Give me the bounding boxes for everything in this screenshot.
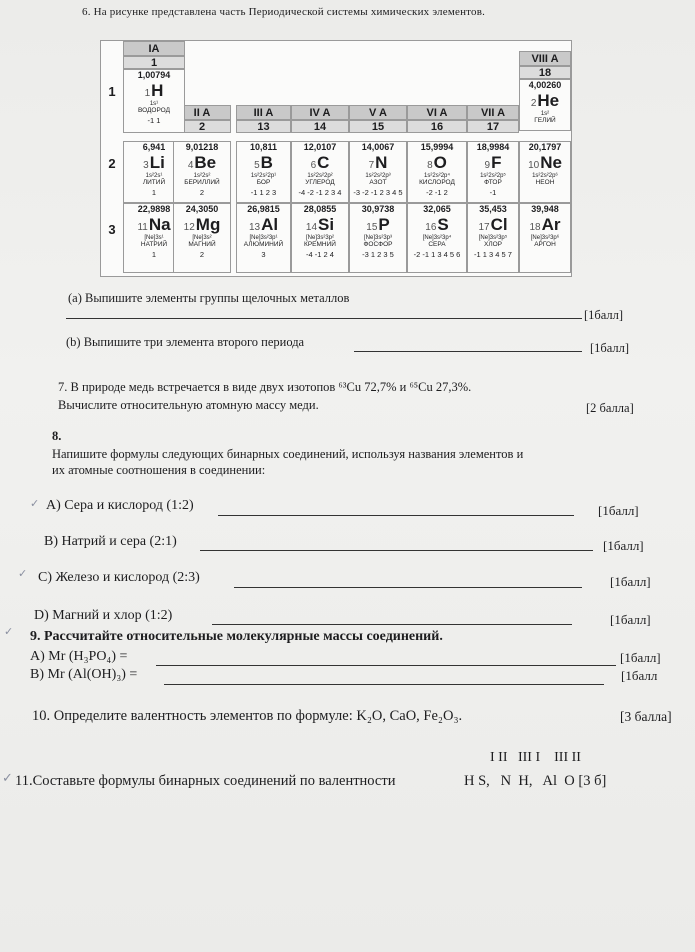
oxidation-states: -4 -1 2 4 bbox=[306, 250, 334, 259]
question-9-title: 9. Рассчитайте относительные молекулярные массы соединений. bbox=[30, 629, 443, 644]
question-10: 10. Определите валентность элементов по формуле: K₂O, CaO, Fe₂O₃. bbox=[32, 708, 463, 724]
element-cell-ne bbox=[519, 141, 571, 203]
atomic-mass: 30,9738 bbox=[361, 204, 395, 214]
electron-config: [Ne]3s²3p¹ bbox=[249, 235, 278, 241]
oxidation-states: -1 1 2 3 bbox=[250, 188, 277, 197]
group-number: 1 bbox=[123, 56, 185, 69]
atomic-number: 5 bbox=[254, 160, 260, 171]
group-header-label: II A bbox=[173, 105, 231, 120]
score-9a: [1балл] bbox=[620, 650, 661, 665]
question-8a: А) Сера и кислород (1:2) bbox=[46, 498, 194, 513]
element-symbol bbox=[124, 82, 184, 99]
electron-config: 1s²2s²2p¹ bbox=[250, 173, 277, 179]
group-header-label: IA bbox=[123, 41, 185, 56]
element-name: ВОДОРОД bbox=[138, 107, 170, 114]
element-cell-p bbox=[349, 203, 407, 273]
score-9b: [1балл bbox=[621, 668, 658, 683]
element-cell-o bbox=[407, 141, 467, 203]
atomic-number: 1 bbox=[144, 88, 151, 99]
symbol-text: F bbox=[491, 153, 502, 172]
element-cell-s bbox=[407, 203, 467, 273]
symbol-text: Be bbox=[194, 153, 217, 172]
electron-config: [Ne]3s¹ bbox=[144, 235, 164, 241]
element-symbol bbox=[520, 92, 570, 109]
element-name: ФТОР bbox=[484, 179, 502, 186]
element-symbol bbox=[292, 216, 348, 233]
oxidation-states: -3 -2 -1 2 3 4 5 bbox=[353, 188, 403, 197]
period-number: 2 bbox=[108, 156, 116, 171]
element-cell-b bbox=[236, 141, 291, 203]
oxidation-states: -1 1 bbox=[147, 116, 161, 125]
atomic-mass: 14,0067 bbox=[361, 142, 395, 152]
answer-line-8b[interactable] bbox=[200, 550, 593, 551]
electron-config: 1s²2s² bbox=[193, 173, 211, 179]
atomic-mass: 22,9898 bbox=[137, 204, 171, 214]
answer-line-8c[interactable] bbox=[234, 587, 582, 588]
element-symbol bbox=[174, 216, 230, 233]
electron-config: 1s²2s²2p⁴ bbox=[424, 173, 450, 179]
element-name: АЛЮМИНИЙ bbox=[243, 241, 284, 248]
question-7-line2: Вычислите относительную атомную массу меди. bbox=[58, 398, 319, 412]
question-9b: В) Mr (Al(OH)₃) = bbox=[30, 667, 138, 682]
element-name: НАТРИЙ bbox=[140, 241, 168, 248]
electron-config: [Ne]3s²3p² bbox=[305, 235, 334, 241]
check-mark-icon: ✓ bbox=[2, 771, 13, 786]
element-name: НЕОН bbox=[535, 179, 555, 186]
symbol-text: He bbox=[537, 91, 560, 110]
element-name: АРГОН bbox=[534, 241, 556, 248]
group-header-label: IV A bbox=[291, 105, 349, 120]
symbol-text: N bbox=[375, 153, 388, 172]
element-symbol bbox=[520, 216, 570, 233]
element-symbol bbox=[292, 154, 348, 171]
electron-config: [Ne]3s²3p⁴ bbox=[422, 235, 452, 241]
atomic-number: 18 bbox=[529, 222, 541, 233]
oxidation-states: -1 bbox=[489, 188, 497, 197]
atomic-mass: 26,9815 bbox=[247, 204, 280, 214]
atomic-number: 8 bbox=[427, 160, 433, 171]
answer-line-9a[interactable] bbox=[156, 665, 616, 666]
group-header-label: VI A bbox=[407, 105, 467, 120]
element-name: ХЛОР bbox=[484, 241, 502, 248]
answer-line-6b[interactable] bbox=[354, 351, 582, 352]
oxidation-states: -2 -1 2 bbox=[426, 188, 448, 197]
atomic-mass: 4,00260 bbox=[528, 80, 562, 90]
element-symbol bbox=[237, 154, 290, 171]
atomic-mass: 18,9984 bbox=[476, 142, 510, 152]
question-6-title: 6. На рисунке представлена часть Периодической системы химических элементов. bbox=[82, 6, 486, 18]
atomic-mass: 39,948 bbox=[531, 204, 559, 214]
atomic-mass: 35,453 bbox=[479, 204, 507, 214]
element-symbol bbox=[520, 154, 570, 171]
element-name: ГЕЛИЙ bbox=[534, 117, 556, 124]
score-6b: [1балл] bbox=[590, 341, 630, 355]
element-cell-mg bbox=[173, 203, 231, 273]
oxidation-states: 1 bbox=[151, 188, 157, 197]
symbol-text: H bbox=[151, 81, 164, 100]
element-name: АЗОТ bbox=[369, 179, 387, 186]
question-8b: В) Натрий и сера (2:1) bbox=[44, 534, 177, 549]
atomic-mass: 28,0855 bbox=[303, 204, 337, 214]
element-symbol bbox=[408, 154, 466, 171]
electron-config: 1s²2s²2p² bbox=[307, 173, 333, 179]
group-header-label: V A bbox=[349, 105, 407, 120]
question-8d: D) Магний и хлор (1:2) bbox=[34, 608, 173, 623]
symbol-text: Cl bbox=[490, 215, 508, 234]
electron-config: 1s²2s²2p⁵ bbox=[480, 173, 506, 179]
element-name: ФОСФОР bbox=[363, 241, 393, 248]
electron-config: 1s² bbox=[540, 111, 550, 117]
score-8a: [1балл] bbox=[598, 503, 639, 518]
element-cell-he bbox=[519, 79, 571, 131]
check-mark-icon: ✓ bbox=[18, 567, 28, 580]
score-7: [2 балла] bbox=[586, 401, 634, 415]
atomic-mass: 9,01218 bbox=[185, 142, 219, 152]
symbol-text: Mg bbox=[195, 215, 221, 234]
group-number: 13 bbox=[236, 120, 291, 133]
oxidation-states: -1 1 3 4 5 7 bbox=[474, 250, 512, 259]
element-name: УГЛЕРОД bbox=[305, 179, 335, 186]
electron-config: 1s²2s²2p³ bbox=[365, 173, 391, 179]
atomic-number: 16 bbox=[425, 222, 437, 233]
atomic-number: 10 bbox=[528, 160, 540, 171]
oxidation-states: 3 bbox=[261, 250, 266, 259]
group-header-label: VIII A bbox=[519, 51, 571, 66]
answer-line-8a[interactable] bbox=[218, 515, 574, 516]
answer-line-9b[interactable] bbox=[164, 684, 604, 685]
question-11-formulas: H S, N H, Al O [3 б] bbox=[464, 773, 607, 789]
atomic-mass: 1,00794 bbox=[137, 70, 171, 80]
electron-config: [Ne]3s²3p⁵ bbox=[478, 235, 508, 241]
element-symbol bbox=[468, 216, 518, 233]
question-11-valences: I II III I III II bbox=[490, 750, 581, 765]
element-name: КРЕМНИЙ bbox=[304, 241, 336, 248]
oxidation-states: 2 bbox=[199, 250, 205, 259]
answer-line-6a[interactable] bbox=[66, 318, 582, 319]
oxidation-states: -3 1 2 3 5 bbox=[362, 250, 394, 259]
element-symbol bbox=[468, 154, 518, 171]
electron-config: 1s¹ bbox=[149, 101, 159, 107]
check-mark-icon: ✓ bbox=[4, 625, 14, 638]
group-number: 15 bbox=[349, 120, 407, 133]
element-name: ЛИТИЙ bbox=[142, 179, 166, 186]
answer-line-8d[interactable] bbox=[212, 624, 572, 625]
group-number: 18 bbox=[519, 66, 571, 79]
symbol-text: C bbox=[317, 153, 330, 172]
symbol-text: O bbox=[433, 153, 447, 172]
oxidation-states: -4 -2 -1 2 3 4 bbox=[298, 188, 342, 197]
score-8d: [1балл] bbox=[610, 612, 651, 627]
atomic-number: 11 bbox=[137, 222, 148, 233]
symbol-text: S bbox=[437, 215, 449, 234]
oxidation-states: -2 -1 1 3 4 5 6 bbox=[413, 250, 461, 259]
symbol-text: Si bbox=[318, 215, 335, 234]
question-11: 11.Составьте формулы бинарных соединений по валентности bbox=[15, 773, 396, 789]
periodic-table bbox=[100, 40, 572, 277]
score-6a: [1балл] bbox=[584, 308, 624, 322]
element-name: БЕРИЛЛИЙ bbox=[184, 179, 220, 186]
element-symbol bbox=[237, 216, 290, 233]
question-6a: (a) Выпишите элементы группы щелочных металлов bbox=[68, 291, 350, 305]
oxidation-states: 1 bbox=[151, 250, 157, 259]
atomic-number: 9 bbox=[484, 160, 491, 171]
element-cell-n bbox=[349, 141, 407, 203]
element-cell-al bbox=[236, 203, 291, 273]
element-name: БОР bbox=[256, 179, 271, 186]
symbol-text: P bbox=[378, 215, 390, 234]
element-name: МАГНИЙ bbox=[188, 241, 216, 248]
period-number: 1 bbox=[108, 84, 116, 99]
atomic-mass: 6,941 bbox=[142, 142, 166, 152]
electron-config: [Ne]3s² bbox=[192, 235, 212, 241]
group-number: 14 bbox=[291, 120, 349, 133]
atomic-number: 6 bbox=[310, 160, 317, 171]
element-cell-c bbox=[291, 141, 349, 203]
electron-config: [Ne]3s²3p³ bbox=[363, 235, 392, 241]
check-mark-icon: ✓ bbox=[30, 497, 40, 510]
atomic-number: 2 bbox=[530, 98, 537, 109]
atomic-mass: 20,1797 bbox=[528, 142, 562, 152]
score-8b: [1балл] bbox=[603, 538, 644, 553]
element-cell-h bbox=[123, 69, 185, 133]
question-8-line1: Напишите формулы следующих бинарных соединений, используя названия элементов и bbox=[52, 447, 524, 461]
element-name: КИСЛОРОД bbox=[419, 179, 455, 186]
symbol-text: Na bbox=[148, 215, 171, 234]
symbol-text: Ne bbox=[540, 153, 562, 172]
question-9a: А) Mr (H₃PO₄) = bbox=[30, 649, 128, 664]
atomic-mass: 10,811 bbox=[249, 142, 278, 152]
element-symbol bbox=[174, 154, 230, 171]
symbol-text: Al bbox=[261, 215, 279, 234]
oxidation-states: 2 bbox=[199, 188, 205, 197]
atomic-number: 13 bbox=[248, 222, 261, 233]
score-8c: [1балл] bbox=[610, 574, 651, 589]
element-name: СЕРА bbox=[428, 241, 446, 248]
electron-config: [Ne]3s²3p⁶ bbox=[530, 235, 560, 241]
question-7-line1: 7. В природе медь встречается в виде двух изотопов ⁶³Cu 72,7% и ⁶⁵Cu 27,3%. bbox=[58, 380, 472, 394]
group-number: 16 bbox=[407, 120, 467, 133]
element-symbol bbox=[350, 154, 406, 171]
group-header-label: III A bbox=[236, 105, 291, 120]
atomic-number: 15 bbox=[366, 222, 378, 233]
element-cell-si bbox=[291, 203, 349, 273]
electron-config: 1s²2s²2p⁶ bbox=[532, 173, 558, 179]
atomic-number: 4 bbox=[187, 160, 194, 171]
score-10: [3 балла] bbox=[620, 709, 672, 724]
atomic-mass: 15,9994 bbox=[420, 142, 454, 152]
symbol-text: B bbox=[260, 153, 273, 172]
element-cell-cl bbox=[467, 203, 519, 273]
group-header-label: VII A bbox=[467, 105, 519, 120]
atomic-number: 12 bbox=[183, 222, 195, 233]
element-symbol bbox=[350, 216, 406, 233]
question-8c: С) Железо и кислород (2:3) bbox=[38, 570, 200, 585]
element-cell-ar bbox=[519, 203, 571, 273]
atomic-mass: 24,3050 bbox=[185, 204, 219, 214]
group-number: 2 bbox=[173, 120, 231, 133]
electron-config: 1s²2s¹ bbox=[145, 173, 163, 179]
atomic-number: 3 bbox=[143, 160, 149, 171]
question-8-line2: их атомные соотношения в соединении: bbox=[52, 463, 266, 477]
symbol-text: Li bbox=[149, 153, 165, 172]
group-number: 17 bbox=[467, 120, 519, 133]
period-number: 3 bbox=[108, 222, 116, 237]
question-8-number: 8. bbox=[52, 429, 62, 443]
atomic-mass: 32,065 bbox=[423, 204, 451, 214]
element-symbol bbox=[408, 216, 466, 233]
element-cell-be bbox=[173, 141, 231, 203]
atomic-mass: 12,0107 bbox=[303, 142, 337, 152]
question-6b: (b) Выпишите три элемента второго периода bbox=[66, 335, 305, 349]
atomic-number: 14 bbox=[305, 222, 318, 233]
symbol-text: Ar bbox=[541, 215, 561, 234]
atomic-number: 7 bbox=[368, 160, 375, 171]
element-cell-f bbox=[467, 141, 519, 203]
atomic-number: 17 bbox=[478, 222, 490, 233]
